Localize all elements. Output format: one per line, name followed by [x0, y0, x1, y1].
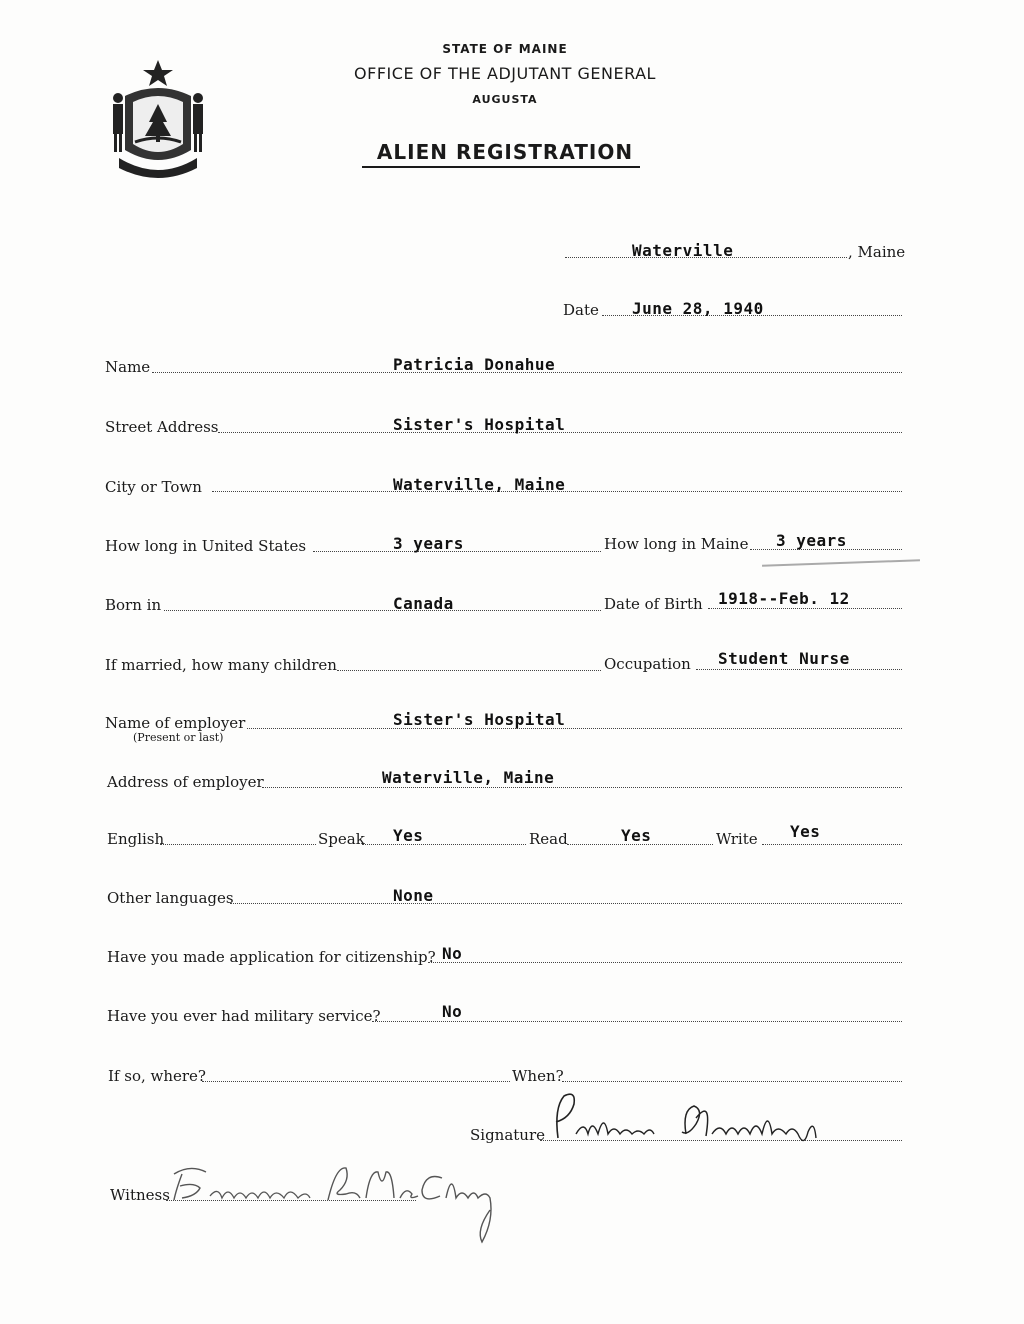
- military-value: No: [442, 1002, 463, 1021]
- speak-value: Yes: [393, 826, 424, 845]
- pencil-stroke: [762, 559, 920, 567]
- other-languages-value: None: [393, 886, 434, 905]
- read-label: Read: [529, 830, 568, 848]
- signature-handwriting: [536, 1088, 836, 1158]
- employer-address-line: [262, 787, 902, 788]
- place-value: Waterville: [632, 241, 734, 260]
- children-label: If married, how many children: [105, 656, 337, 674]
- date-value: June 28, 1940: [632, 299, 764, 318]
- title-underline: [362, 166, 640, 168]
- maine-state-seal-icon: [105, 58, 211, 180]
- military-line: [372, 1021, 902, 1022]
- where-line: [202, 1081, 510, 1082]
- write-value: Yes: [790, 822, 821, 841]
- employer-sublabel: (Present or last): [133, 731, 224, 744]
- dob-value: 1918--Feb. 12: [718, 589, 850, 608]
- witness-label: Witness: [110, 1186, 170, 1204]
- how-long-us-value: 3 years: [393, 534, 464, 553]
- other-languages-line: [230, 903, 902, 904]
- dob-line: [708, 608, 902, 609]
- occupation-label: Occupation: [604, 655, 691, 673]
- citizenship-label: Have you made application for citizenship?: [107, 948, 436, 966]
- born-in-value: Canada: [393, 594, 454, 613]
- speak-line: [362, 844, 526, 845]
- write-line: [762, 844, 902, 845]
- occupation-line: [696, 669, 902, 670]
- speak-label: Speak: [318, 830, 365, 848]
- city-label: City or Town: [105, 478, 202, 496]
- english-label: English: [107, 830, 165, 848]
- occupation-value: Student Nurse: [718, 649, 850, 668]
- office-heading: OFFICE OF THE ADJUTANT GENERAL: [354, 64, 656, 83]
- how-long-maine-label: How long in Maine: [604, 535, 749, 553]
- employer-address-label: Address of employer: [107, 773, 264, 791]
- state-heading: STATE OF MAINE: [442, 42, 568, 56]
- born-in-line: [164, 610, 601, 611]
- employer-label: Name of employer: [105, 714, 246, 732]
- born-in-label: Born in: [105, 596, 162, 614]
- citizenship-line: [428, 962, 902, 963]
- children-line: [337, 670, 601, 671]
- employer-value: Sister's Hospital: [393, 710, 566, 729]
- how-long-maine-value: 3 years: [776, 531, 847, 550]
- city-value: Waterville, Maine: [393, 475, 566, 494]
- read-value: Yes: [621, 826, 652, 845]
- when-label: When?: [512, 1067, 564, 1085]
- witness-handwriting: [160, 1160, 520, 1250]
- date-label: Date: [563, 301, 599, 319]
- employer-line: [247, 728, 902, 729]
- street-label: Street Address: [105, 418, 219, 436]
- signature-label: Signature: [470, 1126, 546, 1144]
- form-title: ALIEN REGISTRATION: [376, 140, 634, 164]
- name-value: Patricia Donahue: [393, 355, 556, 374]
- citizenship-value: No: [442, 944, 463, 963]
- employer-address-value: Waterville, Maine: [382, 768, 555, 787]
- name-label: Name: [105, 358, 151, 376]
- other-languages-label: Other languages: [107, 889, 234, 907]
- street-value: Sister's Hospital: [393, 415, 566, 434]
- how-long-us-label: How long in United States: [105, 537, 307, 555]
- write-label: Write: [716, 830, 758, 848]
- place-suffix: , Maine: [848, 243, 906, 261]
- dob-label: Date of Birth: [604, 595, 703, 613]
- military-label: Have you ever had military service?: [107, 1007, 381, 1025]
- english-line: [160, 844, 316, 845]
- where-label: If so, where?: [108, 1067, 206, 1085]
- city-heading: AUGUSTA: [472, 93, 538, 106]
- when-line: [562, 1081, 902, 1082]
